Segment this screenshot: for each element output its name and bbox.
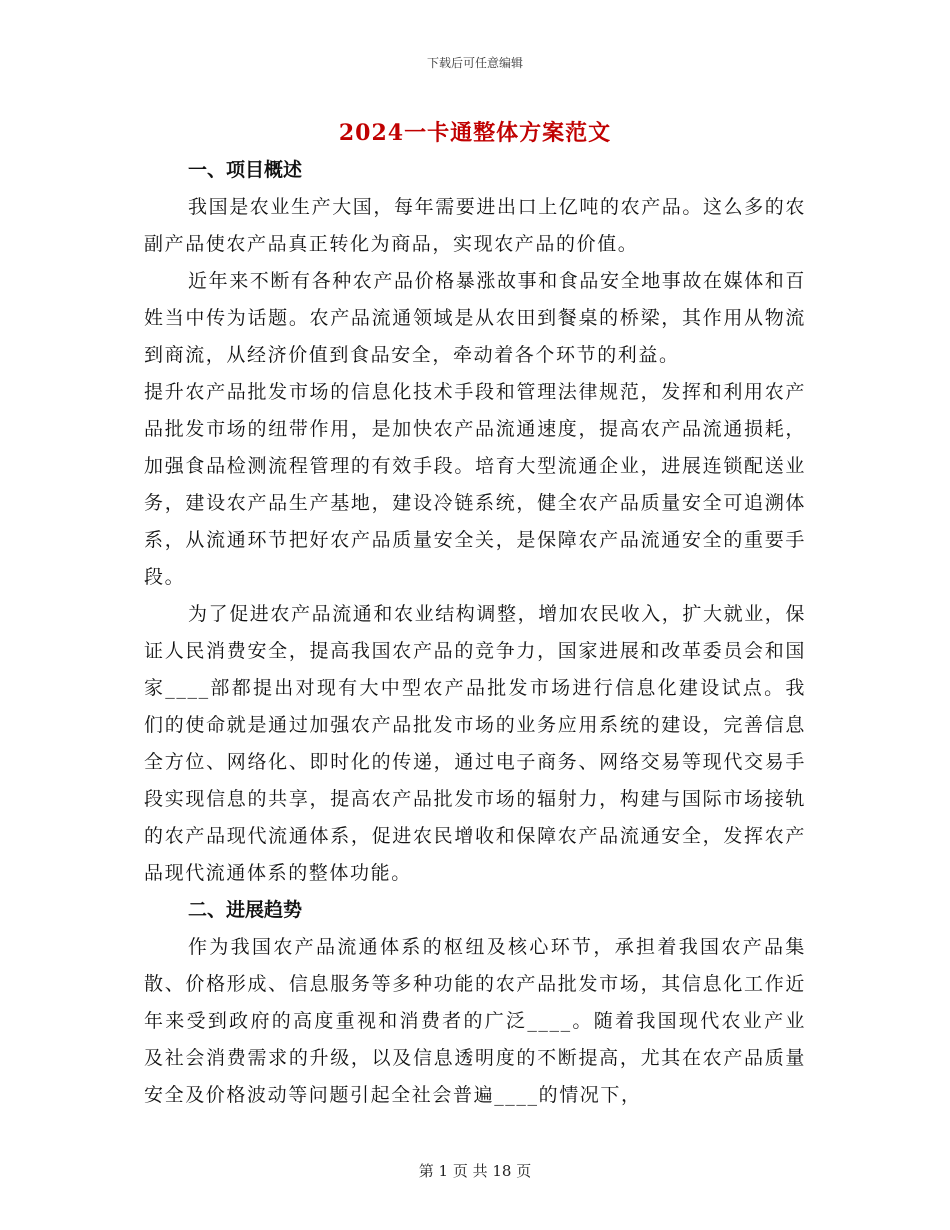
paragraph: 提升农产品批发市场的信息化技术手段和管理法律规范，发挥和利用农产品批发市场的纽带作用，是加快农产品流通速度，提高农产品流通损耗，加强食品检测流程管理的有效手段。培育大型流通企业，进展连锁配送业务，建设农产品生产基地，建设冷链系统，健全农产品质量安全可追溯体系，从流通环节把好农产品质量安全关，是保障农产品流通安全的重要手段。 xyxy=(144,381,806,588)
page-header: 下载后可任意编辑 xyxy=(426,56,523,70)
paragraph: 我国是农业生产大国，每年需要进出口上亿吨的农产品。这么多的农副产品使农产品真正转化为商品，实现农产品的价值。 xyxy=(144,196,807,255)
page-number: 第 1 页 共 18 页 xyxy=(418,1162,532,1180)
document-title: 2024一卡通整体方案范文 xyxy=(338,120,612,146)
section-heading: 一、项目概述 xyxy=(188,159,303,181)
paragraph: 为了促进农产品流通和农业结构调整，增加农民收入，扩大就业，保证人民消费安全，提高我国农产品的竞争力，国家进展和改革委员会和国家____部都提出对现有大中型农产品批发市场进行信息化建设试点。我们的使命就是通过加强农产品批发市场的业务应用系统的建设，完善信息全方位、网络化、即时化的传递，通过电子商务、网络交易等现代交易手段实现信息的共享，提高农产品批发市场的辐射力，构建与国际市场接轨的农产品现代流通体系，促进农民增收和保障农产品流通安全，发挥农产品现代流通体系的整体功能。 xyxy=(144,603,807,884)
section-heading: 二、进展趋势 xyxy=(188,899,303,921)
paragraph: 作为我国农产品流通体系的枢纽及核心环节，承担着我国农产品集散、价格形成、信息服务等多种功能的农产品批发市场，其信息化工作近年来受到政府的高度重视和消费者的广泛____。随着我国现代农业产业及社会消费需求的升级，以及信息透明度的不断提高，尤其在农产品质量安全及价格波动等问题引起全社会普遍____的情况下， xyxy=(144,936,806,1106)
document-body xyxy=(144,152,806,1114)
paragraph: 近年来不断有各种农产品价格暴涨故事和食品安全地事故在媒体和百姓当中传为话题。农产品流通领域是从农田到餐桌的桥梁，其作用从物流到商流，从经济价值到食品安全，牵动着各个环节的利益。 xyxy=(144,270,807,366)
